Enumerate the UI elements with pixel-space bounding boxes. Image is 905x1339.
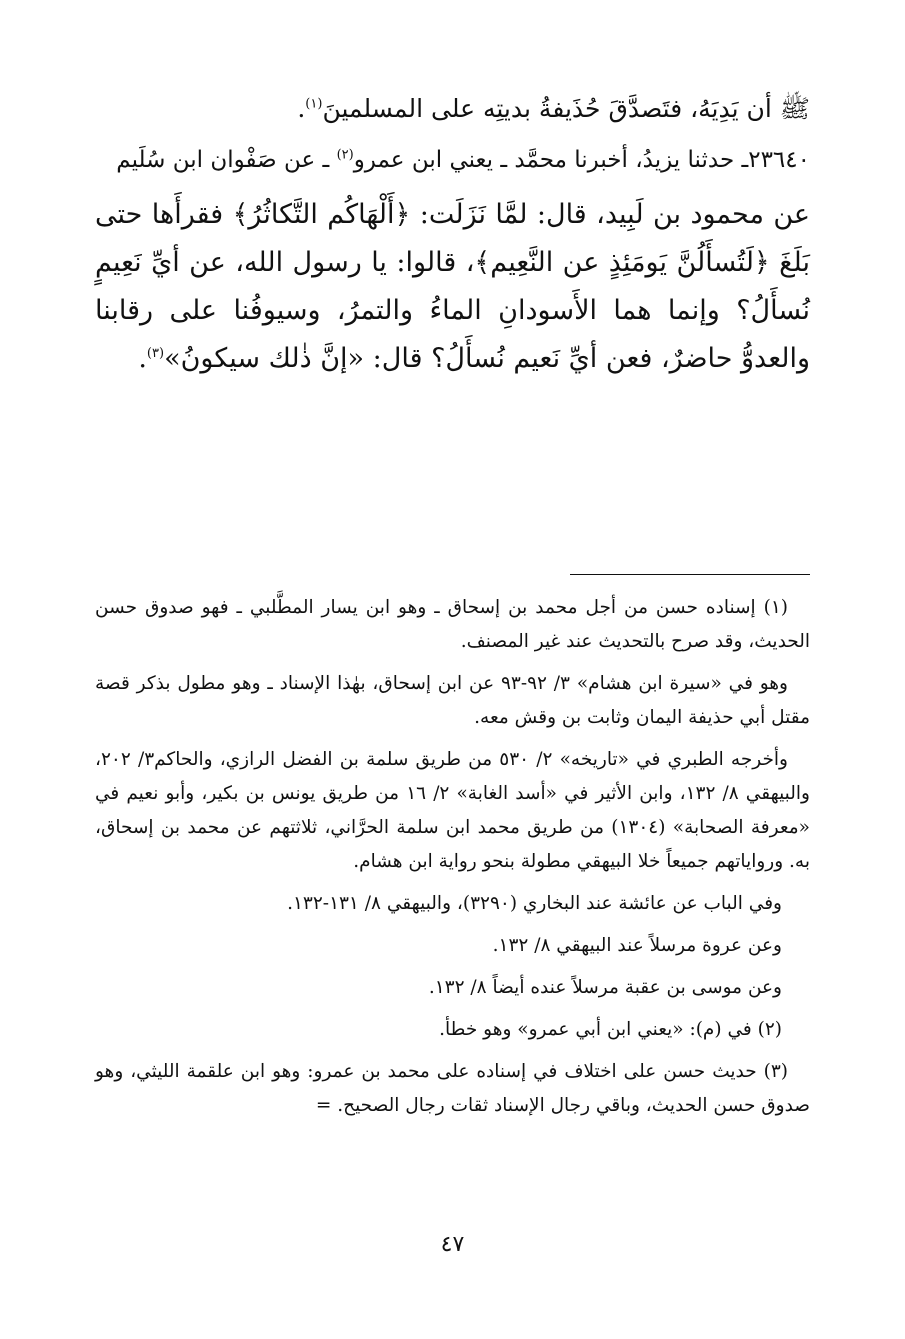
footnote-ref: (٣) [146, 346, 165, 361]
hadith-matn-text: عن محمود بن لَبِيد، قال: لمَّا نَزَلَت: ﴿أَلْهَاكُم التَّكاثُرُ﴾ فقرأَها حتى بَلَغَ ﴿لَتُسأَلُنَّ يَومَئِذٍ عن النَّعِيم﴾، قالوا: يا رسول الله، عن أيِّ نَعِيمٍ نُسأَلُ؟ وإنما هما الأَسودانِ الماءُ والتمرُ، وسيوفُنا على رقابنا والعدوُّ حاضرٌ، فعن أيِّ نَعيم نُسأَلُ؟ قال: «إنَّ ذٰلك سيكونُ» [95, 199, 810, 374]
main-text-end-mark: . [297, 94, 306, 123]
main-text [95, 85, 810, 383]
main-text-line [95, 85, 810, 133]
footnote: (١) إسناده حسن من أجل محمد بن إسحاق ـ وهو ابن يسار المطَّلبي ـ فهو صدوق حسن الحديث، وقد صرح بالتحديث عند غير المصنف. [95, 597, 810, 652]
footnotes [95, 591, 810, 1131]
page-number: ٤٧ [440, 1232, 465, 1257]
footnote: (٣) حديث حسن على اختلاف في إسناده على محمد بن عمرو: وهو ابن علقمة الليثي، وهو صدوق حسن الحديث، وباقي رجال الإسناد ثقات رجال الصحيح. = [95, 1061, 810, 1116]
hadith-isnad-text-end: ـ عن صَفْوان ابن سُلَيم [116, 147, 337, 173]
hadith-isnad [95, 137, 810, 183]
hadith-matn-end-mark: . [138, 343, 147, 374]
footnote: وفي الباب عن عائشة عند البخاري (٣٢٩٠)، والبيهقي ٨/ ١٣١-١٣٢. [287, 893, 782, 914]
footnote: (٢) في (م): «يعني ابن أبي عمرو» وهو خطأ. [439, 1019, 782, 1040]
footnote-separator [570, 574, 810, 575]
hadith-matn [95, 191, 810, 383]
footnote: وعن موسى بن عقبة مرسلاً عنده أيضاً ٨/ ١٣٢. [428, 977, 782, 998]
footnote-ref: (٢) [336, 147, 354, 163]
footnote: وعن عروة مرسلاً عند البيهقي ٨/ ١٣٢. [492, 935, 782, 956]
main-text-continuation: ﷺ أن يَدِيَهُ، فتَصدَّقَ حُذَيفةُ بديتِه على المسلمينَ [322, 94, 810, 123]
footnote-ref: (١) [305, 96, 323, 112]
footnote: وأخرجه الطبري في «تاريخه» ٢/ ٥٣٠ من طريق سلمة بن الفضل الرازي، والحاكم٣/ ٢٠٢، والبيهقي ٨/ ١٣٢، وابن الأثير في «أسد الغابة» ٢/ ١٦ من طريق يونس بن بكير، وأبو نعيم في «معرفة الصحابة» (١٣٠٤) من طريق محمد ابن سلمة الحرَّاني، ثلاثتهم عن محمد بن إسحاق، به. ورواياتهم جميعاً خلا البيهقي مطولة بنحو رواية ابن هشام. [95, 749, 810, 872]
hadith-isnad-text: ٢٣٦٤٠ـ حدثنا يزيدُ، أخبرنا محمَّد ـ يعني ابن عمرو [353, 147, 810, 173]
footnote: وهو في «سيرة ابن هشام» ٣/ ٩٢-٩٣ عن ابن إسحاق، بهٰذا الإسناد ـ وهو مطول بذكر قصة مقتل أبي حذيفة اليمان وثابت بن وقش معه. [95, 673, 810, 728]
book-page [95, 85, 810, 1309]
